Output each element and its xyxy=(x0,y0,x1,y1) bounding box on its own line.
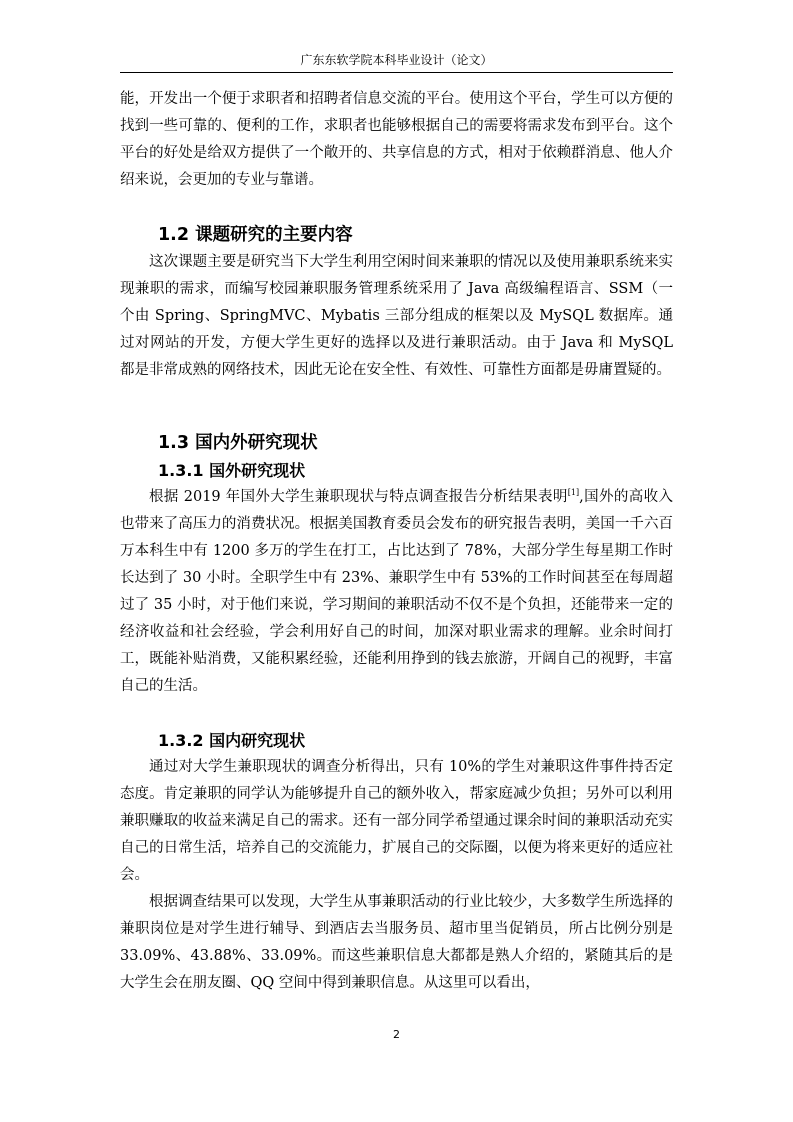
paragraph-text-after-citation: ,国外的高收入也带来了高压力的消费状况。根据美国教育委员会发布的研究报告表明，美国一千六百万本科生中有 1200 多万的学生在打工，占比达到了 78%，大部分学生每星期工作时长达到了 30 小时。全职学生中有 23%、兼职学生中有 53%的工作时间甚至在每周超过了 35 小时，对于他们来说，学习期间的兼职活动不仅不是个负担，还能带来一定的经济收益和社会经验，学会利用好自己的时间，加深对职业需求的理解。业余时间打工，既能补贴消费，又能积累经验，还能利用挣到的钱去旅游，开阔自己的视野，丰富自己的生活。 xyxy=(120,489,673,694)
subsection-heading-1-3-2: 1.3.2 国内研究现状 xyxy=(158,731,306,750)
page-body xyxy=(120,86,673,997)
paragraph-text-before-citation: 根据 2019 年国外大学生兼职现状与特点调查报告分析结果表明 xyxy=(149,489,568,505)
page-footer xyxy=(0,1028,793,1041)
continuation-paragraph: 能，开发出一个便于求职者和招聘者信息交流的平台。使用这个平台，学生可以方便的找到一些可靠的、便利的工作，求职者也能够根据自己的需要将需求发布到平台。这个平台的好处是给双方提供了一个敞开的、共享信息的方式，相对于依赖群消息、他人介绍来说，会更加的专业与靠谱。 xyxy=(120,91,673,188)
section-1-2-paragraph: 这次课题主要是研究当下大学生利用空闲时间来兼职的情况以及使用兼职系统来实现兼职的需求，而编写校园兼职服务管理系统采用了 Java 高级编程语言、SSM（一个由 Spring、SpringMVC、Mybatis 三部分组成的框架以及 MySQL 数据库。通过对网站的开发，方便大学生更好的选择以及进行兼职活动。由于 Java 和 MySQL 都是非常成熟的网络技术，因此无论在安全性、有效性、可靠性方面都是毋庸置疑的。 xyxy=(120,254,673,378)
subsection-1-3-2-paragraph-1: 通过对大学生兼职现状的调查分析得出，只有 10%的学生对兼职这件事件持否定态度。肯定兼职的同学认为能够提升自己的额外收入，帮家庭减少负担；另外可以利用兼职赚取的收益来满足自己的需求。还有一部分同学希望通过课余时间的兼职活动充实自己的日常生活，培养自己的交流能力，扩展自己的交际圈，以便为将来更好的适应社会。 xyxy=(120,759,673,883)
subsection-1-3-1-paragraph xyxy=(120,484,673,700)
header-title: 广东东软学院本科毕业设计（论文） xyxy=(300,53,493,67)
citation-mark: [1] xyxy=(567,488,580,498)
section-heading-1-3: 1.3 国内外研究现状 xyxy=(158,433,318,453)
page-number: 2 xyxy=(393,1028,400,1041)
section-heading-1-2: 1.2 课题研究的主要内容 xyxy=(158,225,353,245)
subsection-1-3-2-paragraph-2: 根据调查结果可以发现，大学生从事兼职活动的行业比较少，大多数学生所选择的兼职岗位是对学生进行辅导、到酒店去当服务员、超市里当促销员，所占比例分别是 33.09%、43.88%、33.09%。而这些兼职信息大都都是熟人介绍的，紧随其后的是大学生会在朋友圈、QQ 空间中得到兼职信息。从这里可以看出， xyxy=(120,894,673,991)
subsection-heading-1-3-1: 1.3.1 国外研究现状 xyxy=(158,461,306,480)
page-header xyxy=(120,50,673,73)
